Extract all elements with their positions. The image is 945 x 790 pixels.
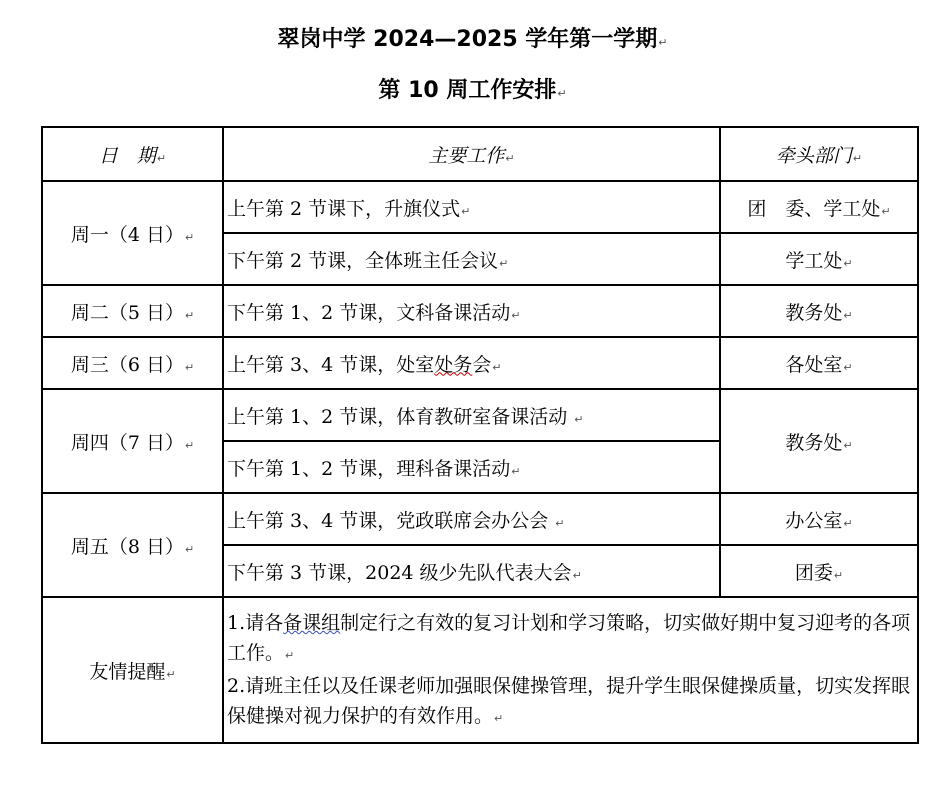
reminder-content: [223, 597, 918, 743]
header-work: 主要工作↵: [223, 127, 720, 181]
dept-cell: 办公室↵: [720, 493, 918, 545]
table-row: [42, 181, 918, 233]
day-cell-mon: 周一（4 日）↵: [42, 181, 223, 285]
reminder-item-2: 2.请班主任以及任课老师加强眼保健操管理，提升学生眼保健操质量，切实发挥眼保健操对视力保护的有效作用。↵: [227, 675, 911, 727]
dept-cell: 团委↵: [720, 545, 918, 597]
dept-cell: 教务处↵: [720, 389, 918, 493]
work-cell: 上午第 2 节课下，升旗仪式↵: [223, 181, 720, 233]
header-dept: 牵头部门↵: [720, 127, 918, 181]
work-cell: 上午第 1、2 节课，体育教研室备课活动 ↵: [223, 389, 720, 441]
header-date: 日 期↵: [42, 127, 223, 181]
schedule-table: [41, 126, 919, 744]
dept-cell: 学工处↵: [720, 233, 918, 285]
dept-cell: 团 委、学工处↵: [720, 181, 918, 233]
reminder-item-1: 1.请各备课组制定行之有效的复习计划和学习策略，切实做好期中复习迎考的各项工作。↵: [227, 612, 911, 664]
dept-cell: 各处室↵: [720, 337, 918, 389]
work-cell: 下午第 1、2 节课，理科备课活动↵: [223, 441, 720, 493]
table-row: [42, 285, 918, 337]
work-cell: 下午第 3 节课，2024 级少先队代表大会↵: [223, 545, 720, 597]
table-row: [42, 389, 918, 441]
work-cell: 上午第 3、4 节课，处室处务会↵: [223, 337, 720, 389]
table-header-row: [42, 127, 918, 181]
day-cell-wed: 周三（6 日）↵: [42, 337, 223, 389]
document-title: 翠岗中学 2024—2025 学年第一学期↵: [277, 27, 668, 52]
table-row: [42, 337, 918, 389]
day-cell-thu: 周四（7 日）↵: [42, 389, 223, 493]
dept-cell: 教务处↵: [720, 285, 918, 337]
work-cell: 上午第 3、4 节课，党政联席会办公会 ↵: [223, 493, 720, 545]
day-cell-fri: 周五（8 日）↵: [42, 493, 223, 597]
reminder-label: 友情提醒↵: [42, 597, 223, 743]
table-row: [42, 493, 918, 545]
reminder-row: [42, 597, 918, 743]
day-cell-tue: 周二（5 日）↵: [42, 285, 223, 337]
work-cell: 下午第 2 节课，全体班主任会议↵: [223, 233, 720, 285]
work-cell: 下午第 1、2 节课，文科备课活动↵: [223, 285, 720, 337]
document-subtitle: 第 10 周工作安排↵: [378, 78, 567, 103]
